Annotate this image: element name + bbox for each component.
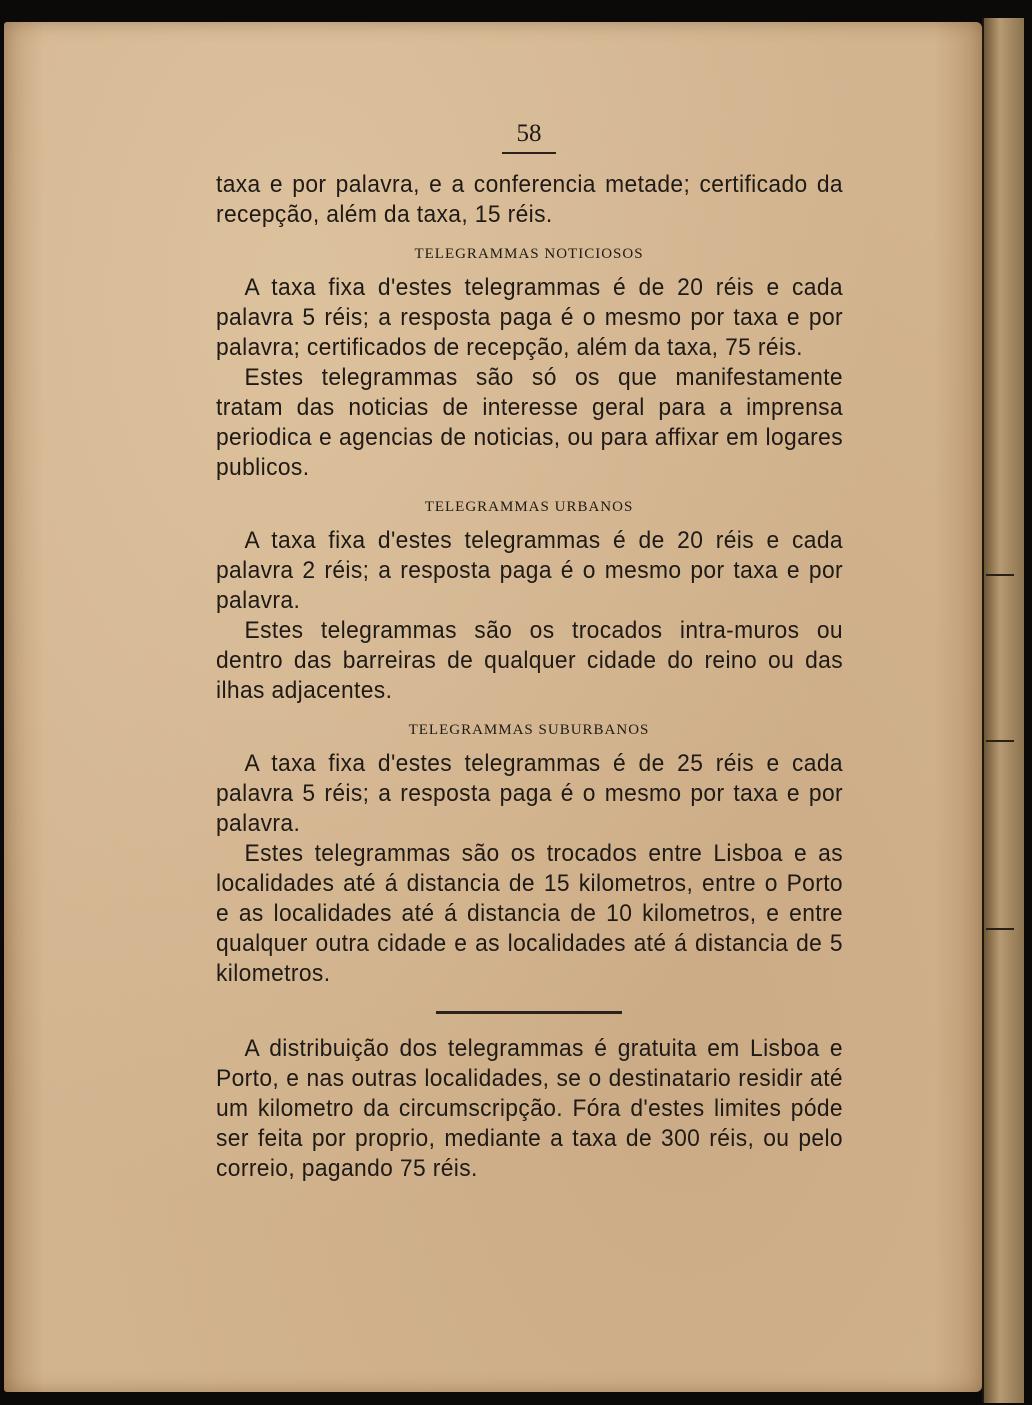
- urbanos-paragraph-1: A taxa fixa d'estes telegrammas é de 20 réis e cada palavra 2 réis; a resposta paga é o mesmo por taxa e por palavra.: [216, 527, 843, 614]
- edge-tick-mark: [986, 740, 1014, 742]
- section-heading-suburbanos: TELEGRAMMAS SUBURBANOS: [408, 722, 650, 738]
- suburbanos-paragraph-1: A taxa fixa d'estes telegrammas é de 25 réis e cada palavra 5 réis; a resposta paga é o mesmo por taxa e por palavra.: [216, 750, 843, 837]
- edge-tick-mark: [986, 574, 1014, 576]
- adjacent-page-edge: [982, 18, 1024, 1403]
- noticiosos-paragraph-2: Estes telegrammas são só os que manifestamente tratam das noticias de interesse geral para a imprensa periodica e agencias de noticias, ou para affixar em logares publicos.: [216, 364, 843, 481]
- edge-tick-mark: [986, 928, 1014, 930]
- intro-paragraph: taxa e por palavra, e a conferencia metade; certificado da recepção, além da taxa, 15 réis.: [216, 171, 843, 228]
- page-number-rule: [502, 152, 556, 154]
- urbanos-paragraph-2: Estes telegrammas são os trocados intra-muros ou dentro das barreiras de qualquer cidade do reino ou das ilhas adjacentes.: [216, 617, 843, 704]
- page-number: 58: [516, 120, 542, 147]
- section-heading-urbanos: TELEGRAMMAS URBANOS: [424, 499, 634, 515]
- section-heading-noticiosos: TELEGRAMMAS NOTICIOSOS: [414, 246, 644, 262]
- page-text: [216, 120, 842, 1184]
- closing-paragraph: A distribuição dos telegrammas é gratuita em Lisboa e Porto, e nas outras localidades, se o destinatario residir até um kilometro da circumscripção. Fóra d'estes limites póde ser feita por proprio, mediante a taxa de 300 réis, ou pelo correio, pagando 75 réis.: [216, 1035, 843, 1182]
- suburbanos-paragraph-2: Estes telegrammas são os trocados entre Lisboa e as localidades até á distancia de 15 kilometros, entre o Porto e as localidades até á distancia de 10 kilometros, e entre qualquer outra cidade e as localidades até á distancia de 5 kilometros.: [216, 840, 843, 987]
- noticiosos-paragraph-1: A taxa fixa d'estes telegrammas é de 20 réis e cada palavra 5 réis; a resposta paga é o mesmo por taxa e por palavra; certificados de recepção, além da taxa, 75 réis.: [216, 274, 843, 361]
- section-divider-rule: [436, 1011, 622, 1014]
